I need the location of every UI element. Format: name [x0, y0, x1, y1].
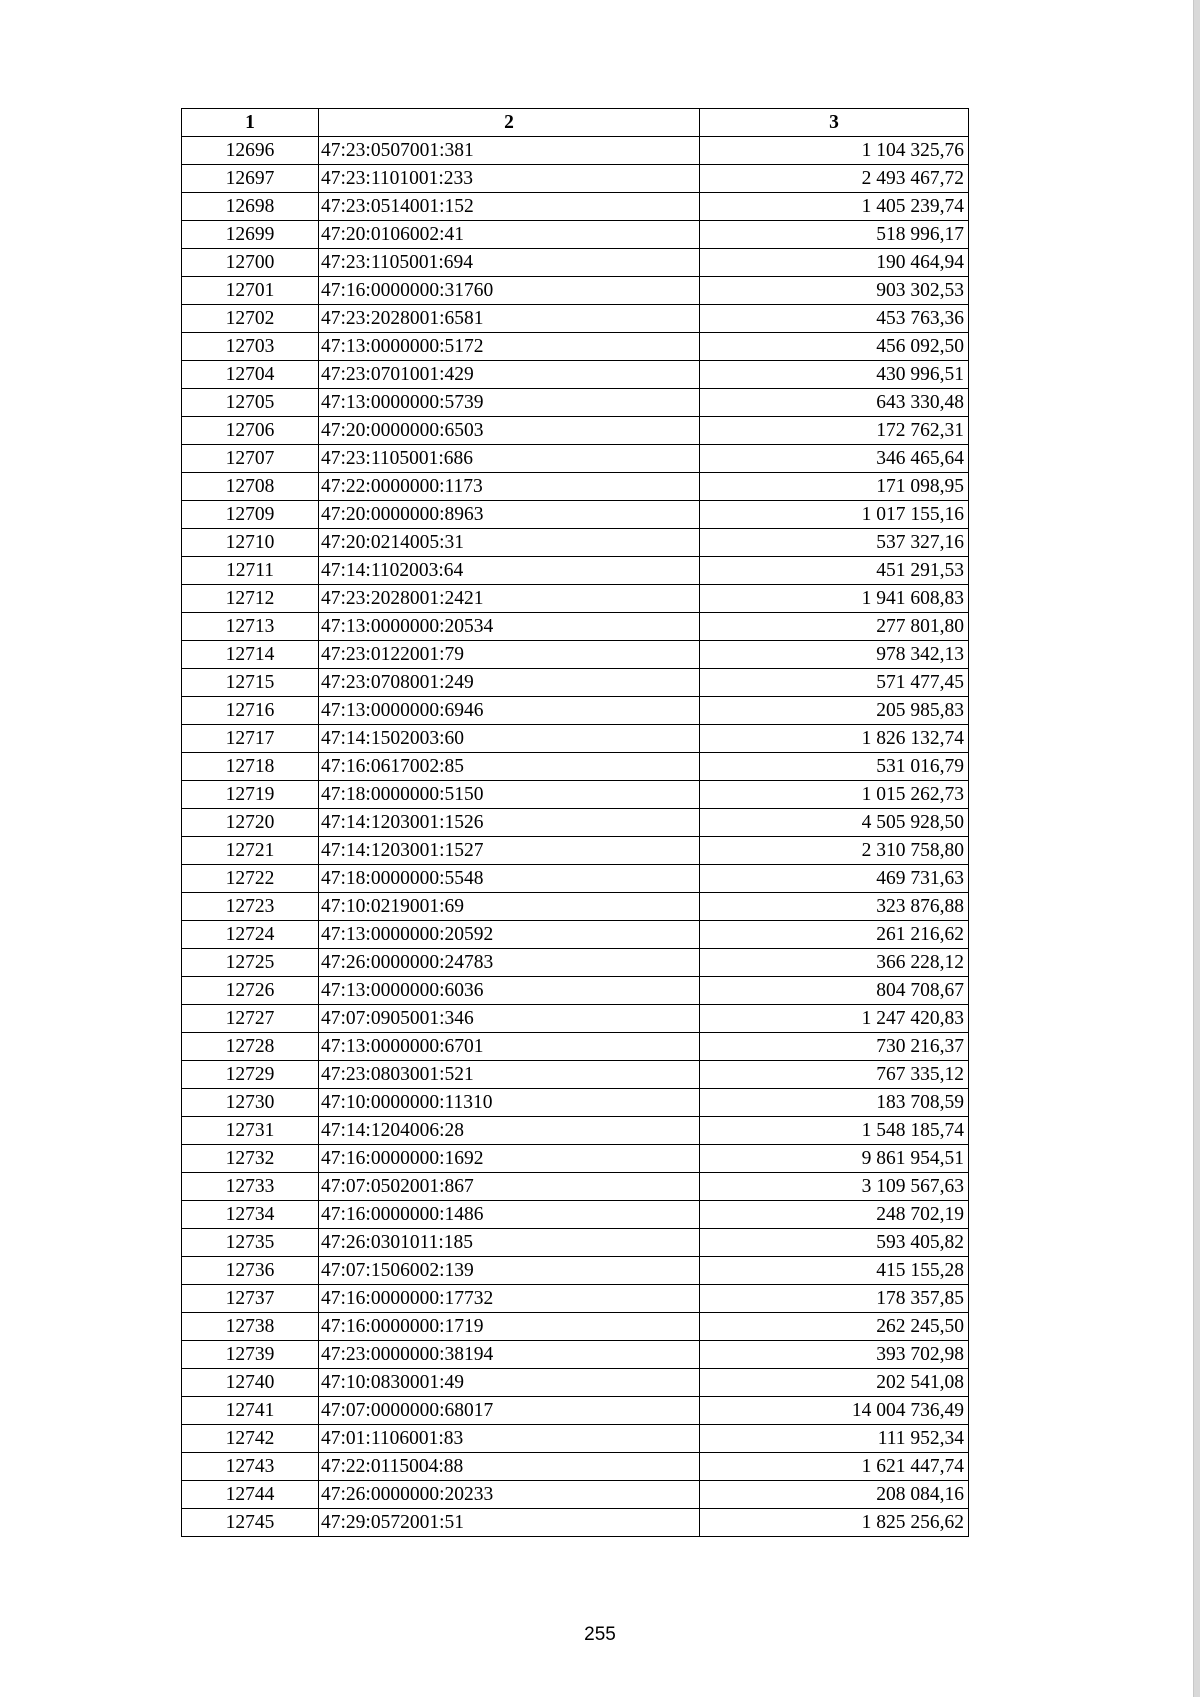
row-number-cell: 12741 — [182, 1397, 319, 1425]
cadastral-number-cell: 47:18:0000000:5548 — [319, 865, 700, 893]
row-number-cell: 12715 — [182, 669, 319, 697]
value-cell: 1 017 155,16 — [700, 501, 969, 529]
value-cell: 1 015 262,73 — [700, 781, 969, 809]
value-cell: 1 621 447,74 — [700, 1453, 969, 1481]
table-row — [182, 333, 969, 361]
table-row — [182, 473, 969, 501]
cadastral-number-cell: 47:14:1502003:60 — [319, 725, 700, 753]
row-number-cell: 12703 — [182, 333, 319, 361]
table-row — [182, 977, 969, 1005]
table-row — [182, 641, 969, 669]
row-number-cell: 12744 — [182, 1481, 319, 1509]
row-number-cell: 12700 — [182, 249, 319, 277]
cadastral-number-cell: 47:23:0122001:79 — [319, 641, 700, 669]
table-row — [182, 1145, 969, 1173]
row-number-cell: 12701 — [182, 277, 319, 305]
value-cell: 1 825 256,62 — [700, 1509, 969, 1537]
table-row — [182, 1005, 969, 1033]
cadastral-number-cell: 47:23:0514001:152 — [319, 193, 700, 221]
value-cell: 393 702,98 — [700, 1341, 969, 1369]
page-edge — [1193, 0, 1200, 1697]
row-number-cell: 12734 — [182, 1201, 319, 1229]
cadastral-number-cell: 47:14:1102003:64 — [319, 557, 700, 585]
table-row — [182, 221, 969, 249]
table-row — [182, 1173, 969, 1201]
row-number-cell: 12740 — [182, 1369, 319, 1397]
row-number-cell: 12742 — [182, 1425, 319, 1453]
table-row — [182, 1341, 969, 1369]
page-number: 255 — [584, 1624, 616, 1645]
cadastral-number-cell: 47:23:0507001:381 — [319, 137, 700, 165]
value-cell: 730 216,37 — [700, 1033, 969, 1061]
table-row — [182, 277, 969, 305]
cadastral-number-cell: 47:16:0000000:17732 — [319, 1285, 700, 1313]
header-col-3: 3 — [700, 109, 969, 137]
cadastral-number-cell: 47:07:1506002:139 — [319, 1257, 700, 1285]
row-number-cell: 12705 — [182, 389, 319, 417]
cadastral-number-cell: 47:23:1105001:686 — [319, 445, 700, 473]
table-row — [182, 305, 969, 333]
value-cell: 518 996,17 — [700, 221, 969, 249]
row-number-cell: 12699 — [182, 221, 319, 249]
table-row — [182, 1117, 969, 1145]
row-number-cell: 12714 — [182, 641, 319, 669]
row-number-cell: 12711 — [182, 557, 319, 585]
value-cell: 190 464,94 — [700, 249, 969, 277]
cadastral-number-cell: 47:14:1204006:28 — [319, 1117, 700, 1145]
cadastral-number-cell: 47:20:0000000:8963 — [319, 501, 700, 529]
value-cell: 571 477,45 — [700, 669, 969, 697]
cadastral-number-cell: 47:22:0000000:1173 — [319, 473, 700, 501]
row-number-cell: 12736 — [182, 1257, 319, 1285]
row-number-cell: 12707 — [182, 445, 319, 473]
value-cell: 767 335,12 — [700, 1061, 969, 1089]
cadastral-number-cell: 47:13:0000000:20534 — [319, 613, 700, 641]
value-cell: 1 247 420,83 — [700, 1005, 969, 1033]
table-row — [182, 1397, 969, 1425]
value-cell: 2 493 467,72 — [700, 165, 969, 193]
row-number-cell: 12710 — [182, 529, 319, 557]
table-row — [182, 1509, 969, 1537]
row-number-cell: 12739 — [182, 1341, 319, 1369]
value-cell: 172 762,31 — [700, 417, 969, 445]
header-col-2: 2 — [319, 109, 700, 137]
cadastral-number-cell: 47:10:0219001:69 — [319, 893, 700, 921]
table-row — [182, 1285, 969, 1313]
cadastral-number-cell: 47:29:0572001:51 — [319, 1509, 700, 1537]
value-cell: 346 465,64 — [700, 445, 969, 473]
cadastral-number-cell: 47:07:0502001:867 — [319, 1173, 700, 1201]
table-row — [182, 1089, 969, 1117]
value-cell: 537 327,16 — [700, 529, 969, 557]
table-row — [182, 529, 969, 557]
cadastral-number-cell: 47:26:0301011:185 — [319, 1229, 700, 1257]
value-cell: 453 763,36 — [700, 305, 969, 333]
table-row — [182, 837, 969, 865]
row-number-cell: 12717 — [182, 725, 319, 753]
table-row — [182, 1425, 969, 1453]
value-cell: 978 342,13 — [700, 641, 969, 669]
header-row — [182, 109, 969, 137]
row-number-cell: 12728 — [182, 1033, 319, 1061]
cadastral-number-cell: 47:16:0000000:1719 — [319, 1313, 700, 1341]
table-row — [182, 1257, 969, 1285]
table-row — [182, 1369, 969, 1397]
cadastral-number-cell: 47:23:0708001:249 — [319, 669, 700, 697]
row-number-cell: 12708 — [182, 473, 319, 501]
value-cell: 2 310 758,80 — [700, 837, 969, 865]
cadastral-number-cell: 47:07:0000000:68017 — [319, 1397, 700, 1425]
table-row — [182, 557, 969, 585]
row-number-cell: 12720 — [182, 809, 319, 837]
cadastral-number-cell: 47:13:0000000:5739 — [319, 389, 700, 417]
data-table — [181, 108, 969, 1537]
value-cell: 804 708,67 — [700, 977, 969, 1005]
row-number-cell: 12732 — [182, 1145, 319, 1173]
value-cell: 1 548 185,74 — [700, 1117, 969, 1145]
row-number-cell: 12729 — [182, 1061, 319, 1089]
row-number-cell: 12716 — [182, 697, 319, 725]
value-cell: 248 702,19 — [700, 1201, 969, 1229]
table-row — [182, 1229, 969, 1257]
cadastral-number-cell: 47:13:0000000:5172 — [319, 333, 700, 361]
row-number-cell: 12723 — [182, 893, 319, 921]
row-number-cell: 12722 — [182, 865, 319, 893]
value-cell: 183 708,59 — [700, 1089, 969, 1117]
table-row — [182, 809, 969, 837]
value-cell: 14 004 736,49 — [700, 1397, 969, 1425]
value-cell: 277 801,80 — [700, 613, 969, 641]
value-cell: 1 104 325,76 — [700, 137, 969, 165]
value-cell: 3 109 567,63 — [700, 1173, 969, 1201]
cadastral-number-cell: 47:13:0000000:6701 — [319, 1033, 700, 1061]
value-cell: 1 941 608,83 — [700, 585, 969, 613]
table-row — [182, 613, 969, 641]
table-row — [182, 669, 969, 697]
cadastral-number-cell: 47:16:0000000:1486 — [319, 1201, 700, 1229]
cadastral-number-cell: 47:23:2028001:2421 — [319, 585, 700, 613]
value-cell: 593 405,82 — [700, 1229, 969, 1257]
table-row — [182, 697, 969, 725]
value-cell: 4 505 928,50 — [700, 809, 969, 837]
cadastral-number-cell: 47:13:0000000:6036 — [319, 977, 700, 1005]
row-number-cell: 12721 — [182, 837, 319, 865]
row-number-cell: 12745 — [182, 1509, 319, 1537]
value-cell: 430 996,51 — [700, 361, 969, 389]
value-cell: 202 541,08 — [700, 1369, 969, 1397]
cadastral-number-cell: 47:10:0000000:11310 — [319, 1089, 700, 1117]
table-row — [182, 585, 969, 613]
cadastral-number-cell: 47:26:0000000:24783 — [319, 949, 700, 977]
value-cell: 456 092,50 — [700, 333, 969, 361]
row-number-cell: 12730 — [182, 1089, 319, 1117]
cadastral-number-cell: 47:10:0830001:49 — [319, 1369, 700, 1397]
row-number-cell: 12731 — [182, 1117, 319, 1145]
row-number-cell: 12697 — [182, 165, 319, 193]
table-row — [182, 1061, 969, 1089]
row-number-cell: 12737 — [182, 1285, 319, 1313]
header-col-1: 1 — [182, 109, 319, 137]
row-number-cell: 12704 — [182, 361, 319, 389]
cadastral-number-cell: 47:20:0106002:41 — [319, 221, 700, 249]
row-number-cell: 12733 — [182, 1173, 319, 1201]
cadastral-number-cell: 47:23:0000000:38194 — [319, 1341, 700, 1369]
table-row — [182, 165, 969, 193]
table-row — [182, 865, 969, 893]
table-header — [182, 109, 969, 137]
cadastral-number-cell: 47:23:1101001:233 — [319, 165, 700, 193]
cadastral-number-cell: 47:18:0000000:5150 — [319, 781, 700, 809]
row-number-cell: 12698 — [182, 193, 319, 221]
table-row — [182, 1453, 969, 1481]
table-row — [182, 1201, 969, 1229]
table-body — [182, 137, 969, 1537]
row-number-cell: 12725 — [182, 949, 319, 977]
cadastral-number-cell: 47:23:0803001:521 — [319, 1061, 700, 1089]
cadastral-number-cell: 47:26:0000000:20233 — [319, 1481, 700, 1509]
value-cell: 262 245,50 — [700, 1313, 969, 1341]
table-row — [182, 893, 969, 921]
cadastral-number-cell: 47:23:1105001:694 — [319, 249, 700, 277]
row-number-cell: 12719 — [182, 781, 319, 809]
cadastral-number-cell: 47:23:2028001:6581 — [319, 305, 700, 333]
cadastral-number-cell: 47:07:0905001:346 — [319, 1005, 700, 1033]
cadastral-number-cell: 47:14:1203001:1526 — [319, 809, 700, 837]
row-number-cell: 12706 — [182, 417, 319, 445]
value-cell: 1 405 239,74 — [700, 193, 969, 221]
value-cell: 469 731,63 — [700, 865, 969, 893]
value-cell: 903 302,53 — [700, 277, 969, 305]
value-cell: 366 228,12 — [700, 949, 969, 977]
row-number-cell: 12709 — [182, 501, 319, 529]
row-number-cell: 12727 — [182, 1005, 319, 1033]
table-row — [182, 137, 969, 165]
row-number-cell: 12738 — [182, 1313, 319, 1341]
row-number-cell: 12713 — [182, 613, 319, 641]
cadastral-number-cell: 47:16:0617002:85 — [319, 753, 700, 781]
table-row — [182, 949, 969, 977]
table-row — [182, 249, 969, 277]
value-cell: 415 155,28 — [700, 1257, 969, 1285]
row-number-cell: 12712 — [182, 585, 319, 613]
cadastral-number-cell: 47:13:0000000:20592 — [319, 921, 700, 949]
table-row — [182, 389, 969, 417]
value-cell: 111 952,34 — [700, 1425, 969, 1453]
table-row — [182, 417, 969, 445]
cadastral-number-cell: 47:16:0000000:1692 — [319, 1145, 700, 1173]
cadastral-number-cell: 47:22:0115004:88 — [319, 1453, 700, 1481]
table-row — [182, 1481, 969, 1509]
row-number-cell: 12735 — [182, 1229, 319, 1257]
value-cell: 178 357,85 — [700, 1285, 969, 1313]
cadastral-number-cell: 47:14:1203001:1527 — [319, 837, 700, 865]
value-cell: 531 016,79 — [700, 753, 969, 781]
value-cell: 451 291,53 — [700, 557, 969, 585]
value-cell: 208 084,16 — [700, 1481, 969, 1509]
row-number-cell: 12743 — [182, 1453, 319, 1481]
table-row — [182, 753, 969, 781]
table-row — [182, 501, 969, 529]
value-cell: 323 876,88 — [700, 893, 969, 921]
row-number-cell: 12724 — [182, 921, 319, 949]
table-row — [182, 1313, 969, 1341]
table-row — [182, 361, 969, 389]
table-row — [182, 781, 969, 809]
value-cell: 205 985,83 — [700, 697, 969, 725]
row-number-cell: 12702 — [182, 305, 319, 333]
cadastral-number-cell: 47:23:0701001:429 — [319, 361, 700, 389]
value-cell: 171 098,95 — [700, 473, 969, 501]
cadastral-number-cell: 47:13:0000000:6946 — [319, 697, 700, 725]
value-cell: 261 216,62 — [700, 921, 969, 949]
table-row — [182, 725, 969, 753]
table-row — [182, 193, 969, 221]
cadastral-number-cell: 47:20:0214005:31 — [319, 529, 700, 557]
row-number-cell: 12726 — [182, 977, 319, 1005]
table-row — [182, 445, 969, 473]
table-row — [182, 1033, 969, 1061]
row-number-cell: 12696 — [182, 137, 319, 165]
table-row — [182, 921, 969, 949]
row-number-cell: 12718 — [182, 753, 319, 781]
cadastral-number-cell: 47:20:0000000:6503 — [319, 417, 700, 445]
cadastral-number-cell: 47:01:1106001:83 — [319, 1425, 700, 1453]
value-cell: 643 330,48 — [700, 389, 969, 417]
value-cell: 1 826 132,74 — [700, 725, 969, 753]
value-cell: 9 861 954,51 — [700, 1145, 969, 1173]
cadastral-number-cell: 47:16:0000000:31760 — [319, 277, 700, 305]
